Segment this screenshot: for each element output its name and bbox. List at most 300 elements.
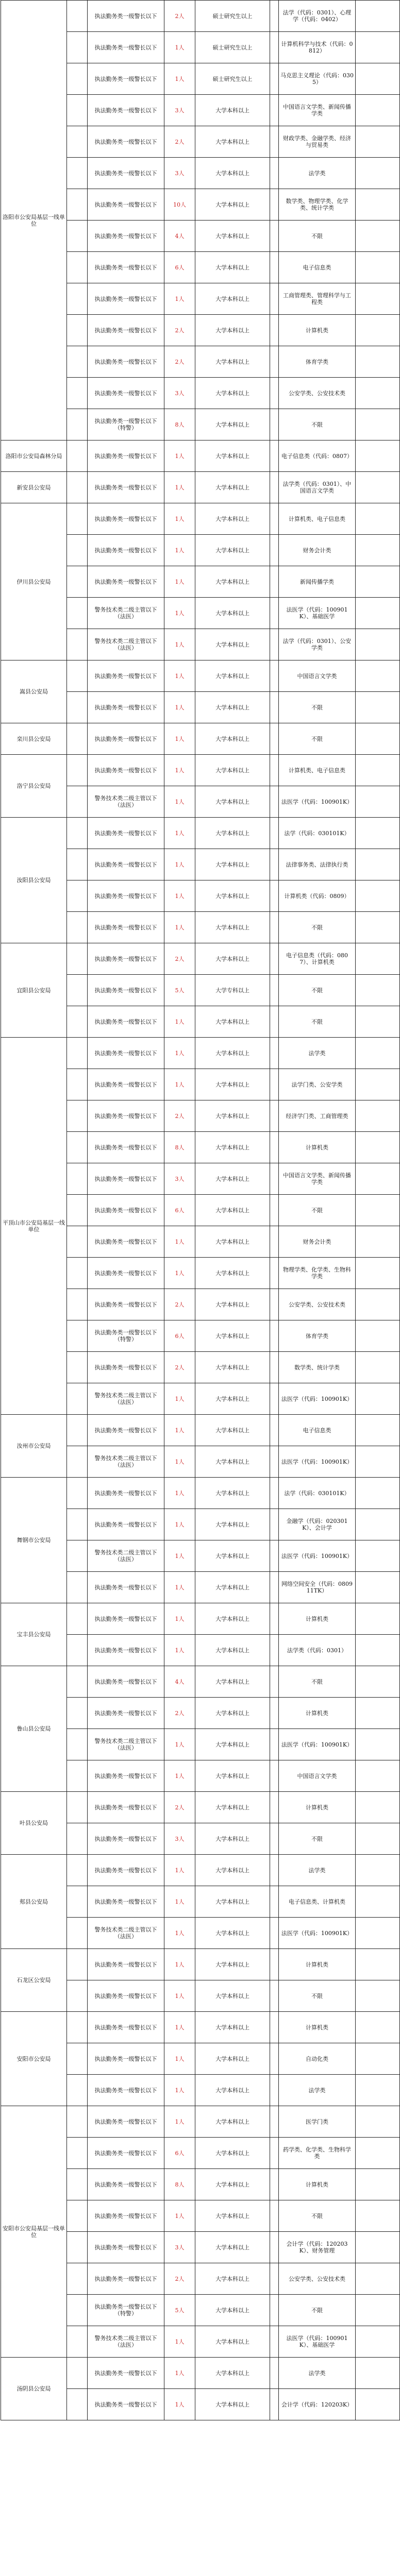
blank-cell <box>270 1918 279 1949</box>
index-cell <box>67 95 88 126</box>
education-cell: 大学本科以上 <box>195 1289 270 1320</box>
major-cell: 公安学类、公安技术类 <box>279 378 356 409</box>
unit-name-cell: 宝丰县公安局 <box>1 1603 67 1666</box>
position-cell: 警务技术类二级主管以下（法医） <box>88 629 164 660</box>
index-cell <box>67 2169 88 2200</box>
position-cell: 执法勤务类一级警长以下 <box>88 1572 164 1603</box>
index-cell <box>67 63 88 95</box>
blank-cell <box>270 1886 279 1918</box>
position-cell: 执法勤务类一级警长以下 <box>88 849 164 880</box>
education-cell: 大学本科以上 <box>195 2043 270 2075</box>
education-cell: 大学本科以上 <box>195 315 270 346</box>
table-row <box>1 660 400 692</box>
blank-cell <box>270 1258 279 1289</box>
major-cell: 法医学（代码：100901K） <box>279 1383 356 1415</box>
index-cell <box>67 660 88 692</box>
major-cell: 不限 <box>279 1006 356 1038</box>
position-cell: 执法勤务类一级警长以下 <box>88 692 164 723</box>
unit-name-cell: 宜阳县公安局 <box>1 943 67 1038</box>
education-cell: 大学本科以上 <box>195 535 270 566</box>
index-cell <box>67 189 88 221</box>
remarks-cell <box>356 1163 400 1195</box>
major-cell: 医学门类 <box>279 2106 356 2138</box>
major-cell: 法医学（代码：100901K） <box>279 1540 356 1572</box>
remarks-cell <box>356 252 400 283</box>
headcount-cell: 1人 <box>164 786 195 818</box>
remarks-cell <box>356 1980 400 2012</box>
major-cell: 计算机类 <box>279 1698 356 1729</box>
headcount-cell: 1人 <box>164 1038 195 1069</box>
major-cell: 法医学（代码：100901K）、基础医学 <box>279 2326 356 2358</box>
education-cell: 大学本科以上 <box>195 378 270 409</box>
remarks-cell <box>356 2232 400 2263</box>
headcount-cell: 1人 <box>164 566 195 598</box>
remarks-cell <box>356 346 400 378</box>
headcount-cell: 1人 <box>164 880 195 912</box>
blank-cell <box>270 2169 279 2200</box>
headcount-cell: 1人 <box>164 1069 195 1100</box>
major-cell: 法学类 <box>279 1038 356 1069</box>
blank-cell <box>270 943 279 975</box>
position-cell: 执法勤务类一级警长以下 <box>88 1100 164 1132</box>
remarks-cell <box>356 1760 400 1792</box>
headcount-cell: 1人 <box>164 472 195 503</box>
major-cell: 物理学类、化学类、生物科学类 <box>279 1258 356 1289</box>
headcount-cell: 4人 <box>164 1666 195 1698</box>
blank-cell <box>270 221 279 252</box>
position-cell: 执法勤务类一级警长以下 <box>88 32 164 63</box>
blank-cell <box>270 1069 279 1100</box>
major-cell: 新闻传播学类 <box>279 566 356 598</box>
blank-cell <box>270 880 279 912</box>
position-cell: 执法勤务类一级警长以下 <box>88 252 164 283</box>
headcount-cell: 1人 <box>164 598 195 629</box>
major-cell: 中国语言文学类 <box>279 660 356 692</box>
major-cell: 法学类（代码：0301） <box>279 1635 356 1666</box>
education-cell: 大学本科以上 <box>195 2200 270 2232</box>
headcount-cell: 1人 <box>164 723 195 755</box>
headcount-cell: 1人 <box>164 818 195 849</box>
blank-cell <box>270 1823 279 1855</box>
index-cell <box>67 849 88 880</box>
remarks-cell <box>356 378 400 409</box>
position-cell: 执法勤务类一级警长以下 <box>88 189 164 221</box>
education-cell: 大学本科以上 <box>195 283 270 315</box>
education-cell: 大学本科以上 <box>195 189 270 221</box>
unit-name-cell: 石龙区公安局 <box>1 1949 67 2012</box>
position-cell: 执法勤务类一级警长以下 <box>88 1886 164 1918</box>
education-cell: 大学本科以上 <box>195 252 270 283</box>
index-cell <box>67 2295 88 2326</box>
index-cell <box>67 1195 88 1226</box>
remarks-cell <box>356 503 400 535</box>
remarks-cell <box>356 2326 400 2358</box>
education-cell: 大学本科以上 <box>195 1100 270 1132</box>
major-cell: 会计学（代码：120203K） <box>279 2389 356 2420</box>
education-cell: 大学本科以上 <box>195 503 270 535</box>
unit-name-cell: 洛阳市公安局基层一线单位 <box>1 1 67 440</box>
major-cell: 法学（代码：030101K） <box>279 1478 356 1509</box>
remarks-cell <box>356 1320 400 1352</box>
remarks-cell <box>356 1352 400 1383</box>
index-cell <box>67 378 88 409</box>
blank-cell <box>270 32 279 63</box>
index-cell <box>67 1258 88 1289</box>
education-cell: 大学本科以上 <box>195 1006 270 1038</box>
headcount-cell: 1人 <box>164 1980 195 2012</box>
remarks-cell <box>356 1792 400 1823</box>
index-cell <box>67 1383 88 1415</box>
headcount-cell: 1人 <box>164 1729 195 1760</box>
table-row <box>1 440 400 472</box>
remarks-cell <box>356 1258 400 1289</box>
major-cell: 财务会计类 <box>279 535 356 566</box>
index-cell <box>67 32 88 63</box>
major-cell: 法律事务类、法律执行类 <box>279 849 356 880</box>
blank-cell <box>270 1980 279 2012</box>
headcount-cell: 2人 <box>164 2263 195 2295</box>
headcount-cell: 8人 <box>164 1132 195 1163</box>
major-cell: 法学类 <box>279 1855 356 1886</box>
table-row <box>1 1949 400 1980</box>
index-cell <box>67 1415 88 1446</box>
headcount-cell: 5人 <box>164 975 195 1006</box>
headcount-cell: 1人 <box>164 2358 195 2389</box>
headcount-cell: 2人 <box>164 346 195 378</box>
index-cell <box>67 2106 88 2138</box>
education-cell: 大学本科以上 <box>195 1855 270 1886</box>
index-cell <box>67 1163 88 1195</box>
major-cell: 法学（代码：0301）、心理学（代码：0402） <box>279 1 356 32</box>
major-cell: 计算机类 <box>279 1603 356 1635</box>
headcount-cell: 1人 <box>164 2389 195 2420</box>
blank-cell <box>270 1 279 32</box>
headcount-cell: 1人 <box>164 2326 195 2358</box>
major-cell: 计算机类 <box>279 315 356 346</box>
education-cell: 大学本科以上 <box>195 2263 270 2295</box>
blank-cell <box>270 1415 279 1446</box>
headcount-cell: 6人 <box>164 1195 195 1226</box>
education-cell: 大学本科以上 <box>195 1603 270 1635</box>
education-cell: 大学本科以上 <box>195 849 270 880</box>
blank-cell <box>270 1603 279 1635</box>
education-cell: 大学本科以上 <box>195 1478 270 1509</box>
headcount-cell: 1人 <box>164 1383 195 1415</box>
education-cell: 大学本科以上 <box>195 1195 270 1226</box>
headcount-cell: 1人 <box>164 2200 195 2232</box>
index-cell <box>67 126 88 158</box>
remarks-cell <box>356 1415 400 1446</box>
education-cell: 大学本科以上 <box>195 1320 270 1352</box>
index-cell <box>67 1823 88 1855</box>
headcount-cell: 1人 <box>164 629 195 660</box>
table-row <box>1 1666 400 1698</box>
position-cell: 执法勤务类一级警长以下 <box>88 1823 164 1855</box>
education-cell: 大学本科以上 <box>195 2232 270 2263</box>
position-cell: 执法勤务类一级警长以下 <box>88 63 164 95</box>
major-cell: 法医学（代码：100901K）、基础医学 <box>279 598 356 629</box>
headcount-cell: 1人 <box>164 912 195 943</box>
education-cell: 大学本科以上 <box>195 629 270 660</box>
blank-cell <box>270 1729 279 1760</box>
major-cell: 电子信息类（代码：0807） <box>279 440 356 472</box>
table-row <box>1 2358 400 2389</box>
education-cell: 大学本科以上 <box>195 566 270 598</box>
major-cell: 法医学（代码：100901K） <box>279 786 356 818</box>
headcount-cell: 1人 <box>164 1258 195 1289</box>
remarks-cell <box>356 566 400 598</box>
education-cell: 大学本科以上 <box>195 943 270 975</box>
index-cell <box>67 2326 88 2358</box>
blank-cell <box>270 1446 279 1478</box>
position-cell: 执法勤务类一级警长以下 <box>88 1289 164 1320</box>
headcount-cell: 1人 <box>164 1415 195 1446</box>
major-cell: 数学类、统计学类 <box>279 1352 356 1383</box>
headcount-cell: 2人 <box>164 1 195 32</box>
remarks-cell <box>356 1100 400 1132</box>
position-cell: 执法勤务类一级警长以下 <box>88 2075 164 2106</box>
education-cell: 大学本科以上 <box>195 1823 270 1855</box>
major-cell: 公安学类、公安技术类 <box>279 2263 356 2295</box>
index-cell <box>67 1855 88 1886</box>
position-cell: 执法勤务类一级警长以下 <box>88 1038 164 1069</box>
index-cell <box>67 1949 88 1980</box>
education-cell: 大学本科以上 <box>195 1069 270 1100</box>
major-cell: 药学类、化学类、生物科学类 <box>279 2138 356 2169</box>
major-cell: 电子信息类 <box>279 252 356 283</box>
major-cell: 经济学门类、工商管理类 <box>279 1100 356 1132</box>
blank-cell <box>270 2263 279 2295</box>
unit-name-cell: 栾川县公安局 <box>1 723 67 755</box>
index-cell <box>67 315 88 346</box>
education-cell: 大学本科以上 <box>195 1980 270 2012</box>
blank-cell <box>270 2200 279 2232</box>
major-cell: 财政学类、金融学类、经济与贸易类 <box>279 126 356 158</box>
remarks-cell <box>356 755 400 786</box>
headcount-cell: 2人 <box>164 1698 195 1729</box>
table-row <box>1 472 400 503</box>
headcount-cell: 1人 <box>164 1949 195 1980</box>
education-cell: 大学本科以上 <box>195 1572 270 1603</box>
remarks-cell <box>356 880 400 912</box>
index-cell <box>67 1792 88 1823</box>
major-cell: 不限 <box>279 1980 356 2012</box>
headcount-cell: 1人 <box>164 535 195 566</box>
blank-cell <box>270 1478 279 1509</box>
major-cell: 法学门类、公安学类 <box>279 1069 356 1100</box>
position-cell: 执法勤务类一级警长以下 <box>88 880 164 912</box>
blank-cell <box>270 346 279 378</box>
education-cell: 大学本科以上 <box>195 1792 270 1823</box>
remarks-cell <box>356 598 400 629</box>
major-cell: 马克思主义理论（代码：0305） <box>279 63 356 95</box>
index-cell <box>67 409 88 440</box>
remarks-cell <box>356 2106 400 2138</box>
position-cell: 执法勤务类一级警长以下 <box>88 943 164 975</box>
index-cell <box>67 2389 88 2420</box>
remarks-cell <box>356 32 400 63</box>
blank-cell <box>270 2358 279 2389</box>
position-cell: 执法勤务类一级警长以下 <box>88 2232 164 2263</box>
remarks-cell <box>356 189 400 221</box>
position-cell: 执法勤务类一级警长以下 <box>88 1760 164 1792</box>
blank-cell <box>270 2043 279 2075</box>
education-cell: 大学本科以上 <box>195 409 270 440</box>
index-cell <box>67 1446 88 1478</box>
major-cell: 不限 <box>279 409 356 440</box>
index-cell <box>67 1509 88 1540</box>
major-cell: 数学类、物理学类、化学类、统计学类 <box>279 189 356 221</box>
blank-cell <box>270 1006 279 1038</box>
major-cell: 法学类 <box>279 2358 356 2389</box>
blank-cell <box>270 158 279 189</box>
education-cell: 大学本科以上 <box>195 95 270 126</box>
remarks-cell <box>356 1289 400 1320</box>
education-cell: 大学本科以上 <box>195 1415 270 1446</box>
major-cell: 计算机类 <box>279 2169 356 2200</box>
education-cell: 大学本科以上 <box>195 1729 270 1760</box>
remarks-cell <box>356 975 400 1006</box>
major-cell: 自动化类 <box>279 2043 356 2075</box>
table-row <box>1 1415 400 1446</box>
position-cell: 执法勤务类一级警长以下 <box>88 1069 164 1100</box>
blank-cell <box>270 472 279 503</box>
headcount-cell: 1人 <box>164 1226 195 1258</box>
index-cell <box>67 692 88 723</box>
major-cell: 不限 <box>279 723 356 755</box>
remarks-cell <box>356 221 400 252</box>
index-cell <box>67 346 88 378</box>
major-cell: 计算机类（代码：0809） <box>279 880 356 912</box>
unit-name-cell: 安阳市公安局 <box>1 2012 67 2106</box>
remarks-cell <box>356 158 400 189</box>
remarks-cell <box>356 1698 400 1729</box>
remarks-cell <box>356 472 400 503</box>
blank-cell <box>270 315 279 346</box>
headcount-cell: 3人 <box>164 1823 195 1855</box>
remarks-cell <box>356 63 400 95</box>
unit-name-cell: 新安县公安局 <box>1 472 67 503</box>
headcount-cell: 2人 <box>164 126 195 158</box>
headcount-cell: 2人 <box>164 1352 195 1383</box>
remarks-cell <box>356 1666 400 1698</box>
position-cell: 执法勤务类一级警长以下 <box>88 503 164 535</box>
position-cell: 执法勤务类一级警长以下 <box>88 2200 164 2232</box>
position-cell: 执法勤务类一级警长以下 <box>88 1352 164 1383</box>
headcount-cell: 1人 <box>164 1509 195 1540</box>
position-cell: 警务技术类二级主管以下（法医） <box>88 2326 164 2358</box>
position-cell: 执法勤务类一级警长以下 <box>88 2012 164 2043</box>
major-cell: 金融学（代码：020301K）、会计学 <box>279 1509 356 1540</box>
index-cell <box>67 598 88 629</box>
major-cell: 中国语言文学类、新闻传播学类 <box>279 95 356 126</box>
blank-cell <box>270 566 279 598</box>
major-cell: 法学类（代码：0301）、中国语言文学类 <box>279 472 356 503</box>
index-cell <box>67 472 88 503</box>
index-cell <box>67 912 88 943</box>
index-cell <box>67 503 88 535</box>
unit-name-cell: 鲁山县公安局 <box>1 1666 67 1792</box>
remarks-cell <box>356 1823 400 1855</box>
major-cell: 计算机类 <box>279 2012 356 2043</box>
position-cell: 执法勤务类一级警长以下 <box>88 1666 164 1698</box>
education-cell: 大学本科以上 <box>195 660 270 692</box>
education-cell: 大学本科以上 <box>195 1760 270 1792</box>
position-cell: 警务技术类二级主管以下（法医） <box>88 1729 164 1760</box>
education-cell: 大学本科以上 <box>195 786 270 818</box>
blank-cell <box>270 2106 279 2138</box>
index-cell <box>67 818 88 849</box>
position-cell: 执法勤务类一级警长以下 <box>88 1635 164 1666</box>
headcount-cell: 1人 <box>164 63 195 95</box>
unit-name-cell: 汝阳县公安局 <box>1 818 67 943</box>
blank-cell <box>270 1163 279 1195</box>
blank-cell <box>270 786 279 818</box>
blank-cell <box>270 1760 279 1792</box>
education-cell: 大学本科以上 <box>195 126 270 158</box>
major-cell: 不限 <box>279 692 356 723</box>
education-cell: 大学本科以上 <box>195 2169 270 2200</box>
major-cell: 不限 <box>279 1666 356 1698</box>
table-row <box>1 723 400 755</box>
index-cell <box>67 1478 88 1509</box>
headcount-cell: 1人 <box>164 2075 195 2106</box>
headcount-cell: 1人 <box>164 503 195 535</box>
table-row <box>1 755 400 786</box>
position-cell: 执法勤务类一级警长以下 <box>88 1006 164 1038</box>
headcount-cell: 3人 <box>164 378 195 409</box>
blank-cell <box>270 975 279 1006</box>
blank-cell <box>270 598 279 629</box>
position-cell: 执法勤务类一级警长以下 <box>88 1195 164 1226</box>
education-cell: 大学本科以上 <box>195 1446 270 1478</box>
blank-cell <box>270 1792 279 1823</box>
major-cell: 不限 <box>279 1823 356 1855</box>
remarks-cell <box>356 1509 400 1540</box>
remarks-cell <box>356 2043 400 2075</box>
unit-name-cell: 安阳市公安局基层一线单位 <box>1 2106 67 2358</box>
position-cell: 执法勤务类一级警长以下 <box>88 2263 164 2295</box>
unit-name-cell: 洛阳市公安局森林分局 <box>1 440 67 472</box>
table-row <box>1 943 400 975</box>
position-cell: 执法勤务类一级警长以下 <box>88 2169 164 2200</box>
position-cell: 执法勤务类一级警长以下 <box>88 1509 164 1540</box>
position-cell: 执法勤务类一级警长以下 <box>88 2106 164 2138</box>
position-cell: 执法勤务类一级警长以下 <box>88 95 164 126</box>
blank-cell <box>270 2075 279 2106</box>
position-cell: 执法勤务类一级警长以下 <box>88 723 164 755</box>
remarks-cell <box>356 2200 400 2232</box>
major-cell: 不限 <box>279 2200 356 2232</box>
position-cell: 执法勤务类一级警长以下 <box>88 1478 164 1509</box>
index-cell <box>67 535 88 566</box>
headcount-cell: 5人 <box>164 2295 195 2326</box>
headcount-cell: 2人 <box>164 1289 195 1320</box>
education-cell: 大学本科以上 <box>195 1666 270 1698</box>
blank-cell <box>270 2389 279 2420</box>
major-cell: 法医学（代码：100901K） <box>279 1729 356 1760</box>
position-cell: 警务技术类二级主管以下（法医） <box>88 1540 164 1572</box>
education-cell: 大学本科以上 <box>195 2075 270 2106</box>
index-cell <box>67 1226 88 1258</box>
table-row <box>1 1792 400 1823</box>
position-cell: 执法勤务类一级警长以下 <box>88 2043 164 2075</box>
remarks-cell <box>356 1 400 32</box>
remarks-cell <box>356 692 400 723</box>
headcount-cell: 8人 <box>164 2169 195 2200</box>
remarks-cell <box>356 1540 400 1572</box>
position-cell: 执法勤务类一级警长以下 <box>88 283 164 315</box>
